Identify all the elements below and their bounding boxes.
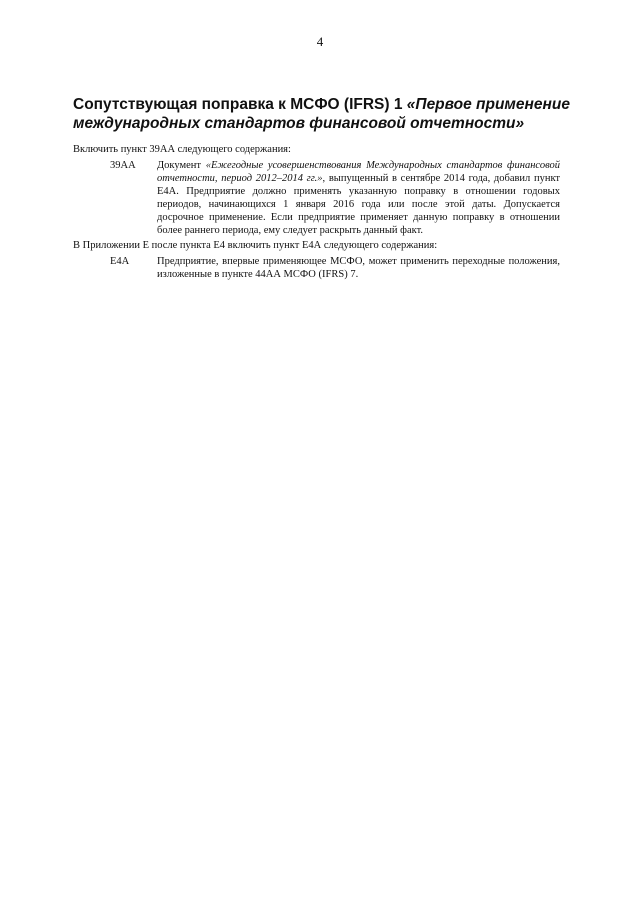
text-before: Документ — [157, 160, 206, 171]
paragraph-text: Предприятие, впервые применяющее МСФО, может применить переходные положения, изложенные в пункте 44АА МСФО (IFRS) 7. — [157, 256, 560, 280]
instruction-insert-e4a: В Приложении Е после пункта Е4 включить пункт Е4А следующего содержания: — [73, 240, 438, 251]
heading-italic: «Первое применение международных стандартов финансовой отчетности» — [73, 96, 570, 132]
paragraph-text — [157, 159, 560, 237]
page-number: 4 — [316, 34, 324, 49]
document-title: «Ежегодные усовершенствования Международных стандартов финансовой отчетности, период 2012–2014 гг.» — [157, 160, 560, 184]
paragraph-number: 39АА — [110, 160, 136, 171]
paragraph-39aa — [110, 159, 560, 237]
instruction-insert-39aa: Включить пункт 39АА следующего содержания: — [73, 144, 291, 155]
heading-plain: Сопутствующая поправка к МСФО (IFRS) 1 — [73, 96, 407, 113]
paragraph-e4a — [110, 255, 560, 281]
text-after: , выпущенный в сентябре 2014 года, добавил пункт Е4А. Предприятие должно применять указанную поправку в отношении годовых периодов, начинающихся 1 января 2016 года или после этой даты. Допускается досрочное применение. Если предприятие применяет данную поправку в отношении более раннего периода, ему следует раскрыть данный факт. — [157, 173, 561, 236]
paragraph-number: Е4А — [110, 256, 130, 267]
section-heading — [73, 95, 573, 133]
